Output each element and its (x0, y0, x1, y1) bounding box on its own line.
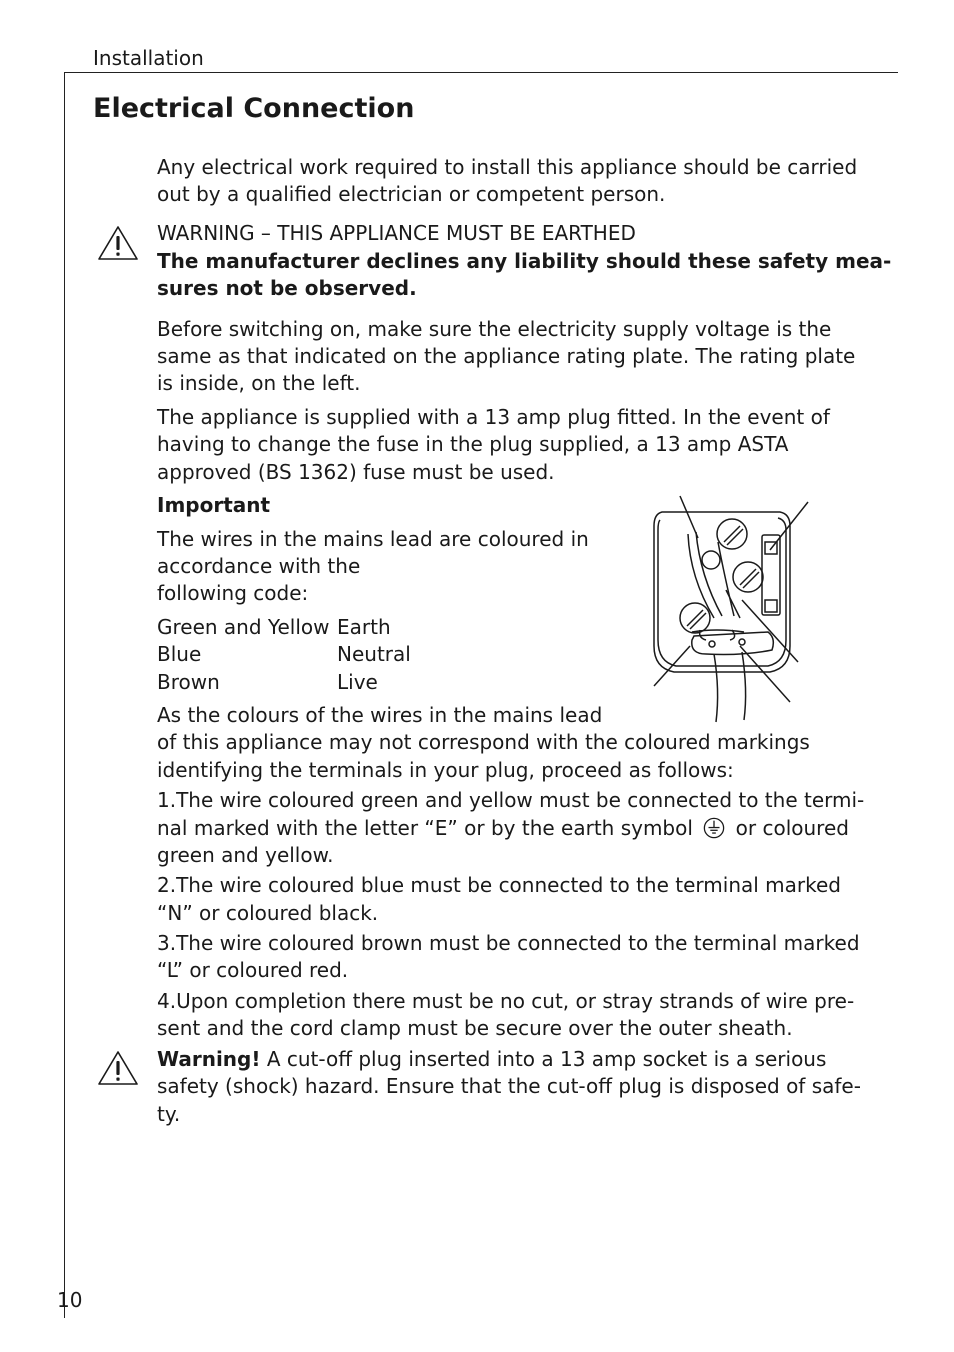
step-4-line-1: 4.Upon completion there must be no cut, or stray strands of wire pre- (157, 989, 855, 1013)
warning2-line-2: safety (shock) hazard. Ensure that the cut-off plug is disposed of safe- (157, 1074, 861, 1098)
warning-line-2: sures not be observed. (157, 276, 417, 300)
important-line-2: accordance with the (157, 554, 361, 578)
wire-code-meaning: Live (337, 670, 378, 694)
plug-line-1: The appliance is supplied with a 13 amp plug fitted. In the event of (157, 405, 830, 429)
important-heading: Important (157, 493, 271, 517)
warning-triangle-icon (97, 1050, 139, 1086)
voltage-line-2: same as that indicated on the appliance rating plate. The rating plate (157, 344, 856, 368)
wire-code-colour: Blue (157, 642, 202, 666)
step-1-line-2 (157, 815, 849, 843)
warning2-label: Warning! (157, 1047, 261, 1071)
warning-triangle-icon (97, 225, 139, 261)
step-3-line-1: 3.The wire coloured brown must be connected to the terminal marked (157, 931, 860, 955)
margin-rule (64, 72, 65, 1318)
wire-code-meaning: Earth (337, 615, 391, 639)
step-1-line-3: green and yellow. (157, 843, 334, 867)
colours-note-line-1: As the colours of the wires in the mains lead (157, 703, 603, 727)
step-4-line-2: sent and the cord clamp must be secure over the outer sheath. (157, 1016, 793, 1040)
warning2-text: A cut-off plug inserted into a 13 amp socket is a serious (260, 1047, 827, 1071)
voltage-line-3: is inside, on the left. (157, 371, 361, 395)
warning2-line-1 (157, 1046, 826, 1074)
header-rule (64, 72, 898, 73)
page-number: 10 (57, 1288, 83, 1312)
step-1-text-b: or coloured (735, 816, 849, 840)
important-line-3: following code: (157, 581, 309, 605)
page-title: Electrical Connection (93, 93, 415, 124)
warning-line-1: The manufacturer declines any liability should these safety mea- (157, 249, 892, 273)
voltage-line-1: Before switching on, make sure the electricity supply voltage is the (157, 317, 832, 341)
step-1-line-1: 1.The wire coloured green and yellow must be connected to the termi- (157, 788, 865, 812)
step-2-line-2: “N” or coloured black. (157, 901, 379, 925)
earth-symbol-icon (702, 817, 726, 839)
step-1-text-a: nal marked with the letter “E” or by the earth symbol (157, 816, 693, 840)
warning-heading: WARNING – THIS APPLIANCE MUST BE EARTHED (157, 221, 636, 245)
plug-line-2: having to change the fuse in the plug supplied, a 13 amp ASTA (157, 432, 789, 456)
colours-note-line-3: identifying the terminals in your plug, proceed as follows: (157, 758, 734, 782)
important-line-1: The wires in the mains lead are coloured in (157, 527, 589, 551)
intro-line-2: out by a qualified electrician or competent person. (157, 182, 666, 206)
intro-line-1: Any electrical work required to install this appliance should be carried (157, 155, 858, 179)
step-2-line-1: 2.The wire coloured blue must be connected to the terminal marked (157, 873, 841, 897)
wire-code-meaning: Neutral (337, 642, 411, 666)
wire-code-colour: Green and Yellow (157, 615, 330, 639)
wire-code-colour: Brown (157, 670, 220, 694)
plug-wiring-diagram (630, 490, 820, 726)
plug-line-3: approved (BS 1362) fuse must be used. (157, 460, 555, 484)
section-label: Installation (93, 46, 204, 70)
colours-note-line-2: of this appliance may not correspond with the coloured markings (157, 730, 810, 754)
step-3-line-2: “L” or coloured red. (157, 958, 349, 982)
warning2-line-3: ty. (157, 1102, 181, 1126)
